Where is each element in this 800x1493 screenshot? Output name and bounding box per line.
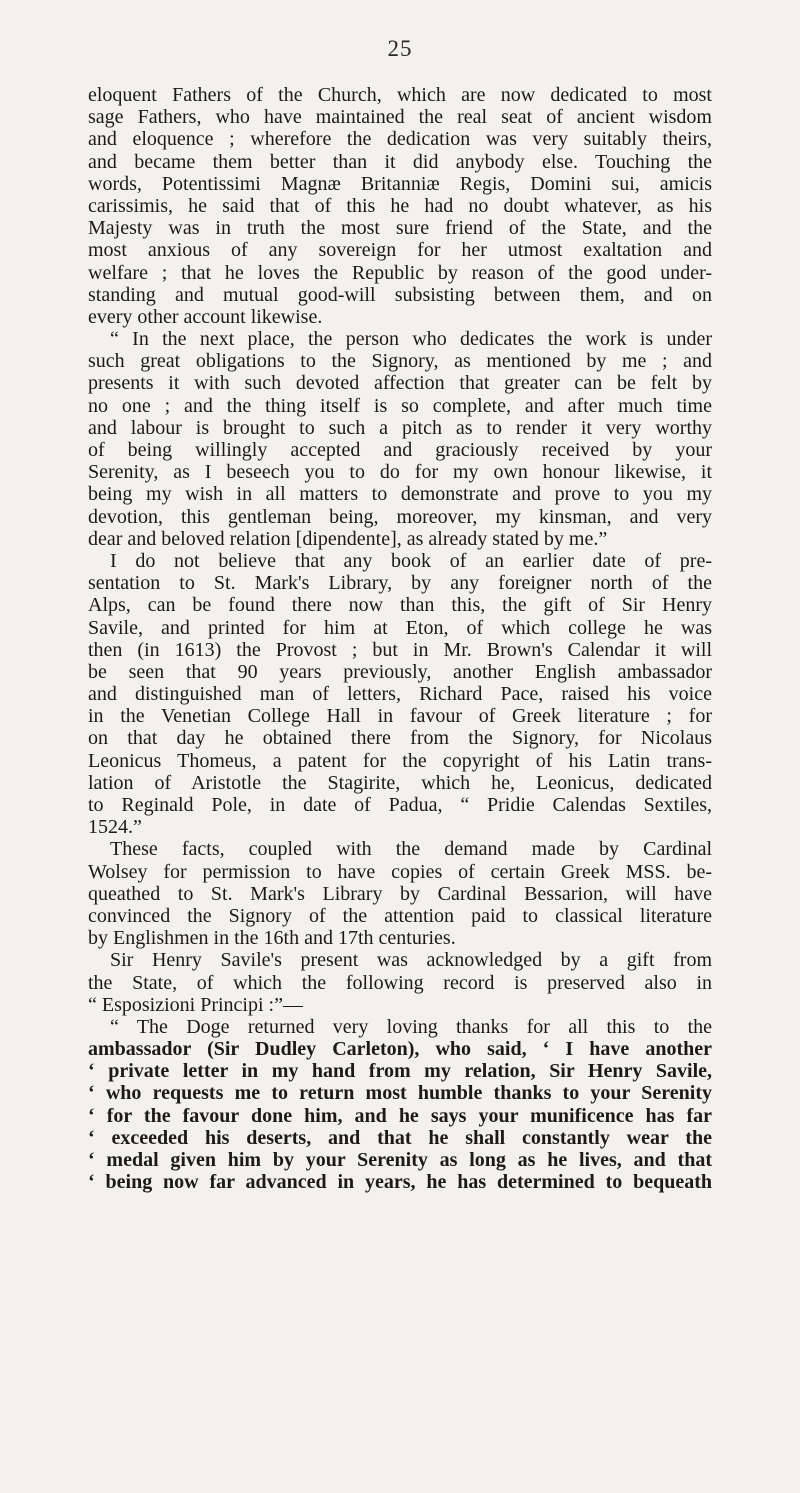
text-line: “ Esposizioni Principi :”— xyxy=(88,993,303,1016)
text-line: Sir Henry Savile's present was acknowledged by a gift from xyxy=(110,949,712,972)
text-line: ambassador (Sir Dudley Carleton), who said, ‘ I have another xyxy=(88,1038,712,1061)
text-line: and distinguished man of letters, Richard Pace, raised his voice xyxy=(88,683,712,706)
text-line: These facts, coupled with the demand made by Cardinal xyxy=(110,838,712,861)
text-line: I do not believe that any book of an earlier date of pre- xyxy=(110,549,712,572)
text-line: convinced the Signory of the attention paid to classical literature xyxy=(88,904,712,927)
text-line: and eloquence ; wherefore the dedication was very suitably theirs, xyxy=(88,128,712,151)
text-line: presents it with such devoted affection that greater can be felt by xyxy=(88,372,712,395)
text-line: to Reginald Pole, in date of Padua, “ Pridie Calendas Sextiles, xyxy=(88,794,712,816)
text-line: in the Venetian College Hall in favour of Greek literature ; for xyxy=(88,705,712,728)
text-line: no one ; and the thing itself is so complete, and after much time xyxy=(88,394,712,417)
text-line: dear and beloved relation [dipendente], as already stated by me.” xyxy=(88,527,608,550)
body-text xyxy=(88,84,712,1193)
text-line: of being willingly accepted and graciously received by your xyxy=(88,439,712,461)
text-line: Wolsey for permission to have copies of certain Greek MSS. be- xyxy=(88,860,712,883)
text-line: and labour is brought to such a pitch as to render it very worthy xyxy=(88,416,712,439)
text-line: ‘ exceeded his deserts, and that he shall constantly wear the xyxy=(88,1126,712,1149)
text-line: on that day he obtained there from the Signory, for Nicolaus xyxy=(88,727,712,750)
text-line: sage Fathers, who have maintained the real seat of ancient wisdom xyxy=(88,106,712,129)
text-line: the State, of which the following record is preserved also in xyxy=(88,971,712,994)
text-line: such great obligations to the Signory, as mentioned by me ; and xyxy=(88,350,712,373)
text-line: words, Potentissimi Magnæ Britanniæ Regis, Domini sui, amicis xyxy=(88,172,712,195)
text-line: lation of Aristotle the Stagirite, which he, Leonicus, dedicated xyxy=(88,771,712,794)
page-number: 25 xyxy=(387,36,413,61)
text-line: sentation to St. Mark's Library, by any foreigner north of the xyxy=(88,572,712,595)
text-line: queathed to St. Mark's Library by Cardinal Bessarion, will have xyxy=(88,882,712,905)
text-line: ‘ private letter in my hand from my relation, Sir Henry Savile, xyxy=(88,1060,712,1083)
text-line: welfare ; that he loves the Republic by reason of the good under- xyxy=(88,261,712,284)
text-line: then (in 1613) the Provost ; but in Mr. Brown's Calendar it will xyxy=(88,638,712,661)
text-line: 1524.” xyxy=(88,816,142,839)
text-line: ‘ for the favour done him, and he says your munificence has far xyxy=(88,1104,712,1127)
text-line: standing and mutual good-will subsisting between them, and on xyxy=(88,283,712,306)
text-line: Savile, and printed for him at Eton, of which college he was xyxy=(88,616,712,639)
text-line: Leonicus Thomeus, a patent for the copyright of his Latin trans- xyxy=(88,749,712,772)
text-line: Majesty was in truth the most sure friend of the State, and the xyxy=(88,217,712,240)
text-line: every other account likewise. xyxy=(88,305,323,328)
text-line: carissimis, he said that of this he had no doubt whatever, as his xyxy=(88,194,712,217)
text-line: and became them better than it did anybody else. Touching the xyxy=(88,150,712,173)
text-line: being my wish in all matters to demonstrate and prove to you my xyxy=(88,483,712,506)
text-line: “ The Doge returned very loving thanks for all this to the xyxy=(110,1015,712,1038)
text-line: devotion, this gentleman being, moreover, my kinsman, and very xyxy=(88,505,712,528)
text-line: ‘ who requests me to return most humble thanks to your Serenity xyxy=(88,1082,712,1105)
text-line: most anxious of any sovereign for her utmost exaltation and xyxy=(88,239,712,262)
text-line: eloquent Fathers of the Church, which are now dedicated to most xyxy=(88,84,712,106)
text-line: “ In the next place, the person who dedicates the work is under xyxy=(110,328,712,351)
text-line: be seen that 90 years previously, another English ambassador xyxy=(88,660,712,683)
text-line: ‘ medal given him by your Serenity as long as he lives, and that xyxy=(88,1149,712,1171)
text-line: by Englishmen in the 16th and 17th centuries. xyxy=(88,927,456,950)
text-line: Serenity, as I beseech you to do for my own honour likewise, it xyxy=(88,461,712,484)
text-line: Alps, can be found there now than this, the gift of Sir Henry xyxy=(88,594,712,617)
text-line: ‘ being now far advanced in years, he has determined to bequeath xyxy=(88,1171,712,1194)
